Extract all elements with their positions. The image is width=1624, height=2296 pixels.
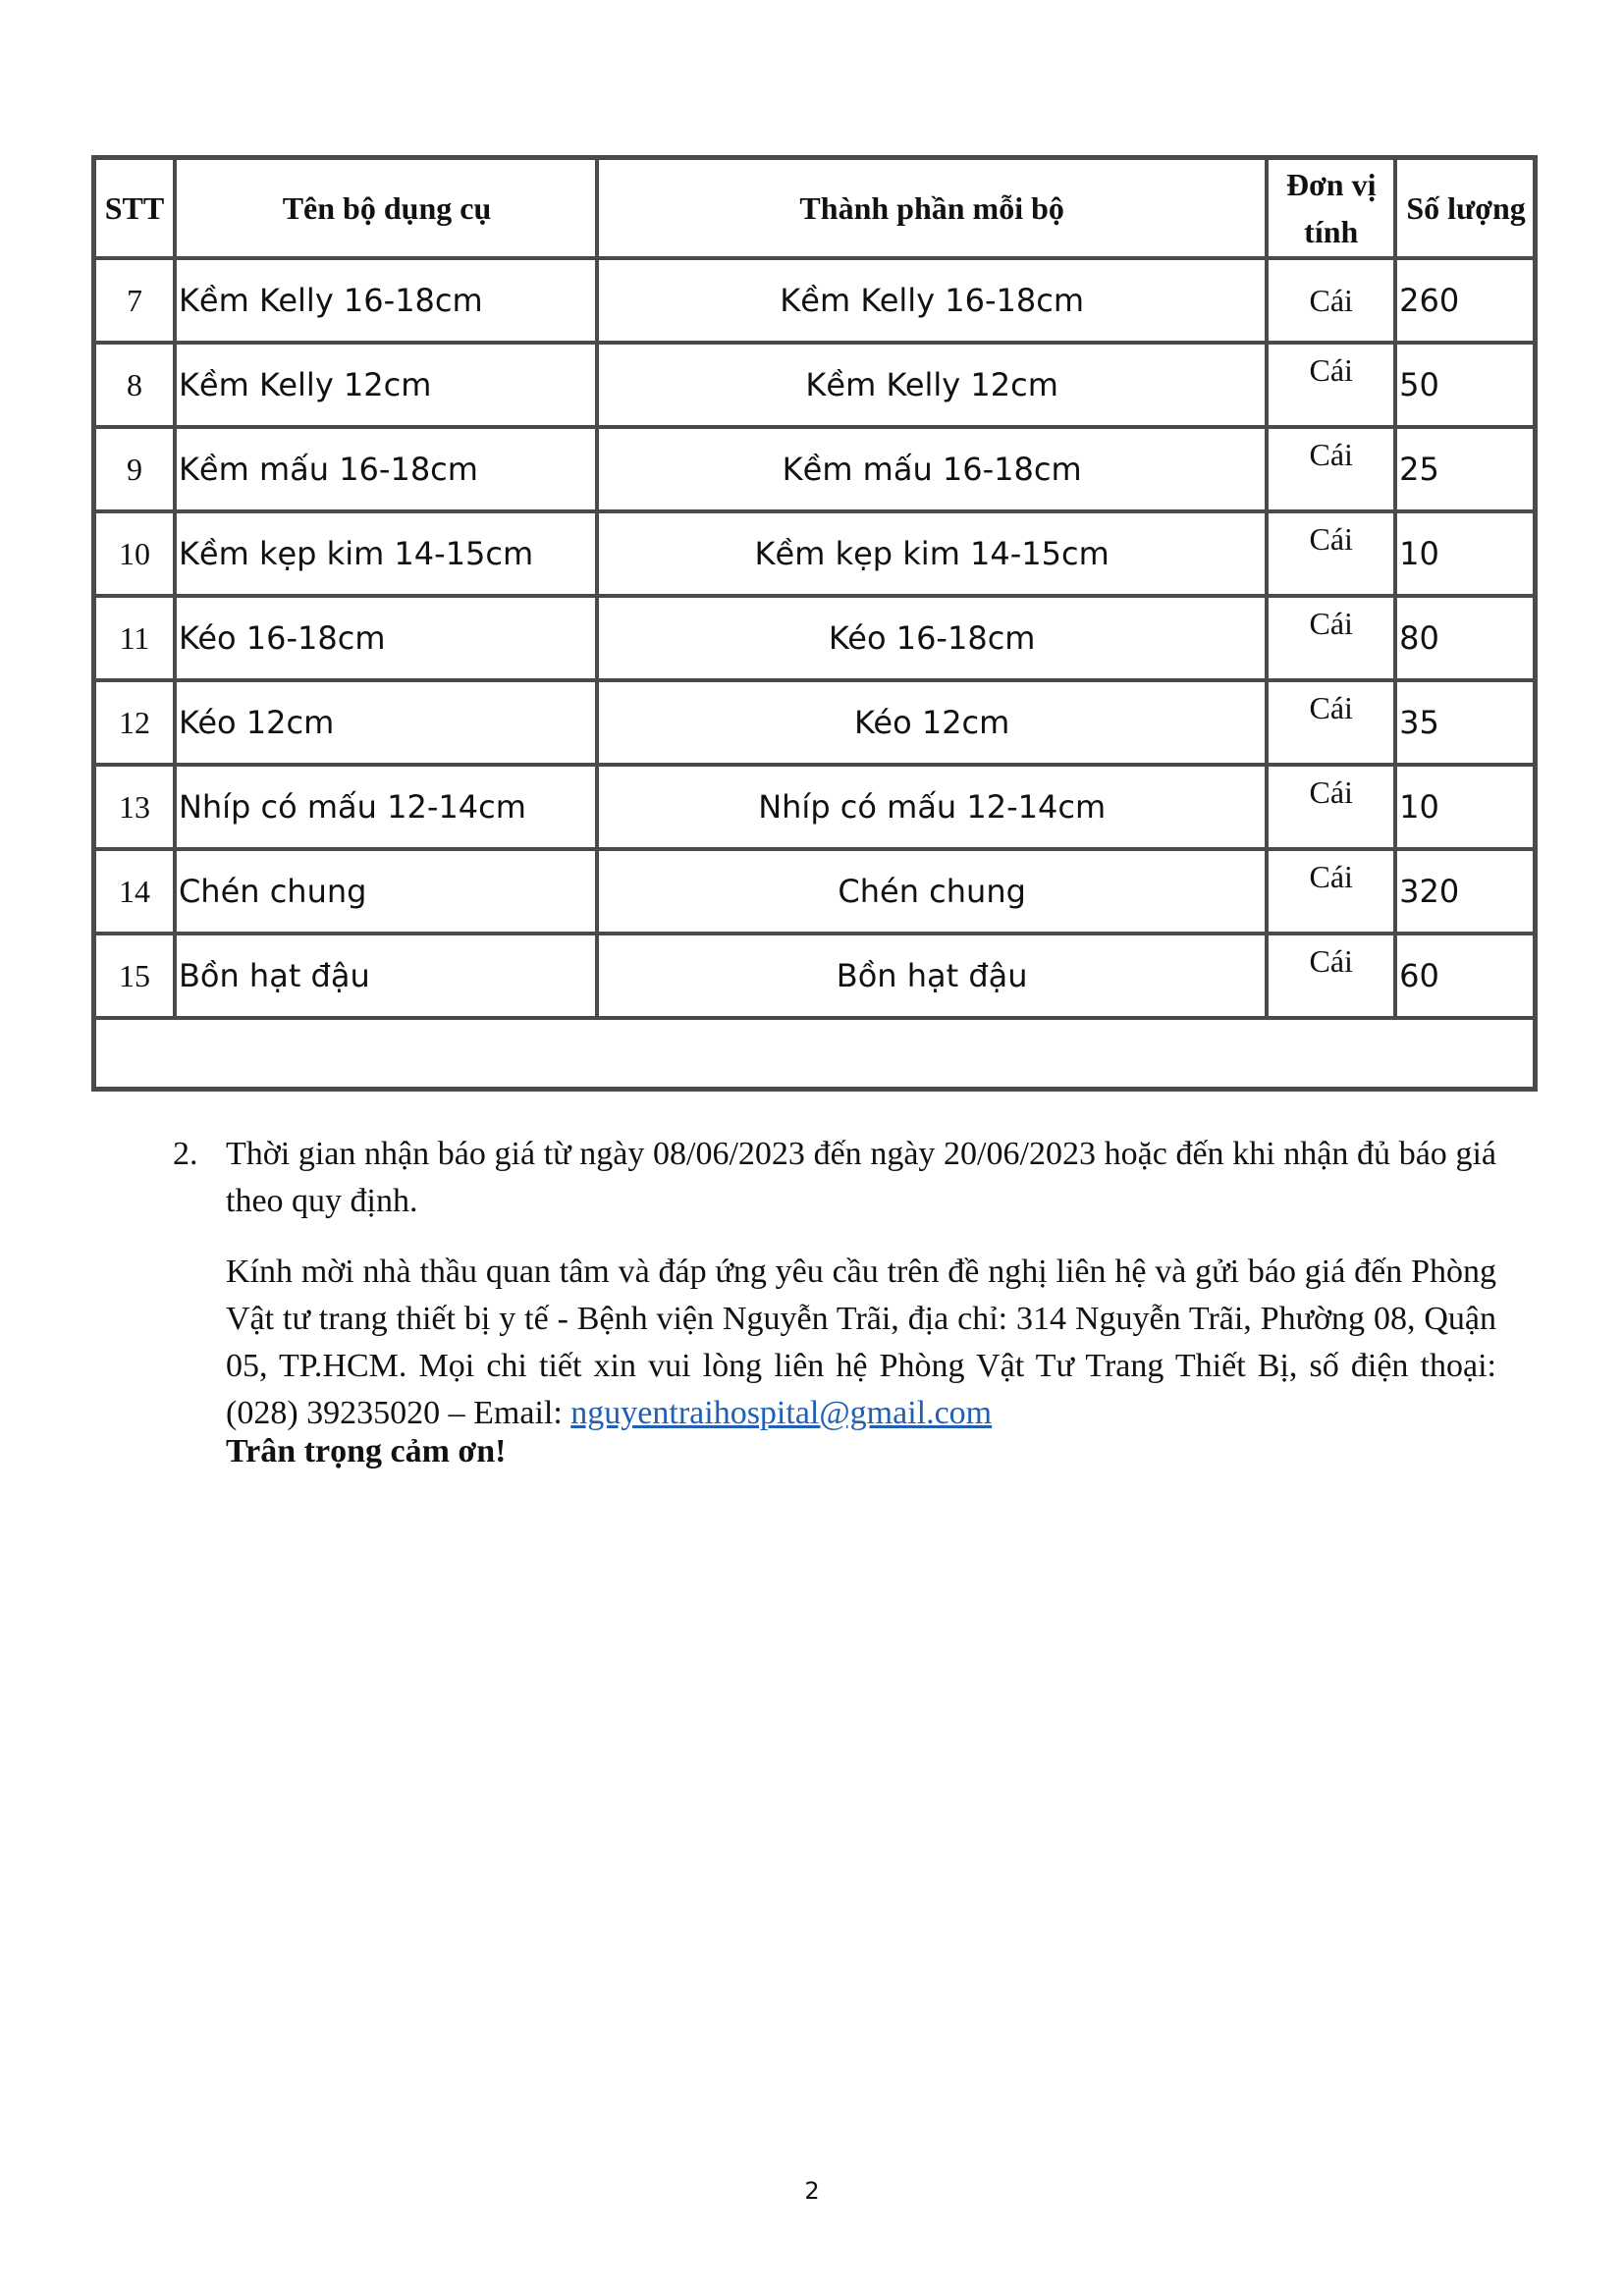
cell-stt: 11 bbox=[94, 596, 175, 680]
invitation-text: Kính mời nhà thầu quan tâm và đáp ứng yêu cầu trên đề nghị liên hệ và gửi báo giá đến Phòng Vật tư trang thiết bị y tế - Bệnh viện Nguyễn Trãi, địa chỉ: 314 Nguyễn Trãi, Phường 08, Quận 05, TP.HCM. Mọi chi tiết xin vui lòng liên hệ Phòng Vật Tư Trang Thiết Bị, số điện thoại: (028) 39235020 – Email: bbox=[226, 1254, 1496, 1431]
cell-qty: 50 bbox=[1395, 343, 1535, 427]
cell-stt: 8 bbox=[94, 343, 175, 427]
cell-name: Kéo 16-18cm bbox=[175, 596, 597, 680]
header-stt: STT bbox=[94, 158, 175, 258]
cell-name: Bồn hạt đậu bbox=[175, 934, 597, 1018]
invitation-paragraph bbox=[226, 1249, 1496, 1437]
page-number: 2 bbox=[804, 2177, 820, 2205]
table-row bbox=[94, 934, 1535, 1018]
cell-stt: 13 bbox=[94, 765, 175, 849]
empty-cell bbox=[94, 1018, 1535, 1089]
cell-unit: Cái bbox=[1267, 258, 1395, 343]
email-link[interactable]: nguyentraihospital@gmail.com bbox=[570, 1395, 993, 1431]
header-unit: Đơn vị tính bbox=[1267, 158, 1395, 258]
cell-components: Kéo 12cm bbox=[597, 680, 1267, 765]
cell-qty: 10 bbox=[1395, 511, 1535, 596]
cell-qty: 60 bbox=[1395, 934, 1535, 1018]
cell-components: Kềm Kelly 16-18cm bbox=[597, 258, 1267, 343]
cell-unit: Cái bbox=[1267, 596, 1395, 680]
cell-unit: Cái bbox=[1267, 765, 1395, 849]
cell-qty: 10 bbox=[1395, 765, 1535, 849]
cell-stt: 9 bbox=[94, 427, 175, 511]
table-row bbox=[94, 680, 1535, 765]
cell-qty: 320 bbox=[1395, 849, 1535, 934]
cell-components: Kềm Kelly 12cm bbox=[597, 343, 1267, 427]
cell-qty: 260 bbox=[1395, 258, 1535, 343]
cell-name: Nhíp có mấu 12-14cm bbox=[175, 765, 597, 849]
cell-name: Kềm Kelly 16-18cm bbox=[175, 258, 597, 343]
cell-unit: Cái bbox=[1267, 849, 1395, 934]
cell-components: Kéo 16-18cm bbox=[597, 596, 1267, 680]
cell-components: Nhíp có mấu 12-14cm bbox=[597, 765, 1267, 849]
header-components: Thành phần mỗi bộ bbox=[597, 158, 1267, 258]
cell-unit: Cái bbox=[1267, 427, 1395, 511]
cell-unit: Cái bbox=[1267, 511, 1395, 596]
table-row bbox=[94, 849, 1535, 934]
item-text: Thời gian nhận báo giá từ ngày 08/06/2023 đến ngày 20/06/2023 hoặc đến khi nhận đủ báo giá theo quy định. bbox=[226, 1136, 1496, 1219]
cell-stt: 10 bbox=[94, 511, 175, 596]
header-name: Tên bộ dụng cụ bbox=[175, 158, 597, 258]
cell-stt: 15 bbox=[94, 934, 175, 1018]
cell-qty: 25 bbox=[1395, 427, 1535, 511]
cell-components: Kềm kẹp kim 14-15cm bbox=[597, 511, 1267, 596]
cell-components: Chén chung bbox=[597, 849, 1267, 934]
cell-stt: 7 bbox=[94, 258, 175, 343]
closing-line: Trân trọng cảm ơn! bbox=[226, 1433, 507, 1469]
table-row bbox=[94, 343, 1535, 427]
table-row bbox=[94, 596, 1535, 680]
cell-name: Chén chung bbox=[175, 849, 597, 934]
table-row bbox=[94, 258, 1535, 343]
equipment-table bbox=[91, 155, 1538, 1092]
header-qty: Số lượng bbox=[1395, 158, 1535, 258]
cell-name: Kéo 12cm bbox=[175, 680, 597, 765]
cell-unit: Cái bbox=[1267, 680, 1395, 765]
cell-components: Kềm mấu 16-18cm bbox=[597, 427, 1267, 511]
cell-unit: Cái bbox=[1267, 343, 1395, 427]
cell-qty: 80 bbox=[1395, 596, 1535, 680]
cell-name: Kềm mấu 16-18cm bbox=[175, 427, 597, 511]
table-row bbox=[94, 765, 1535, 849]
cell-name: Kềm Kelly 12cm bbox=[175, 343, 597, 427]
table-row bbox=[94, 511, 1535, 596]
item-number: 2. bbox=[173, 1136, 198, 1172]
table-row bbox=[94, 427, 1535, 511]
table-header-row bbox=[94, 158, 1535, 258]
cell-stt: 14 bbox=[94, 849, 175, 934]
cell-components: Bồn hạt đậu bbox=[597, 934, 1267, 1018]
cell-stt: 12 bbox=[94, 680, 175, 765]
table-empty-row bbox=[94, 1018, 1535, 1089]
cell-name: Kềm kẹp kim 14-15cm bbox=[175, 511, 597, 596]
cell-qty: 35 bbox=[1395, 680, 1535, 765]
cell-unit: Cái bbox=[1267, 934, 1395, 1018]
